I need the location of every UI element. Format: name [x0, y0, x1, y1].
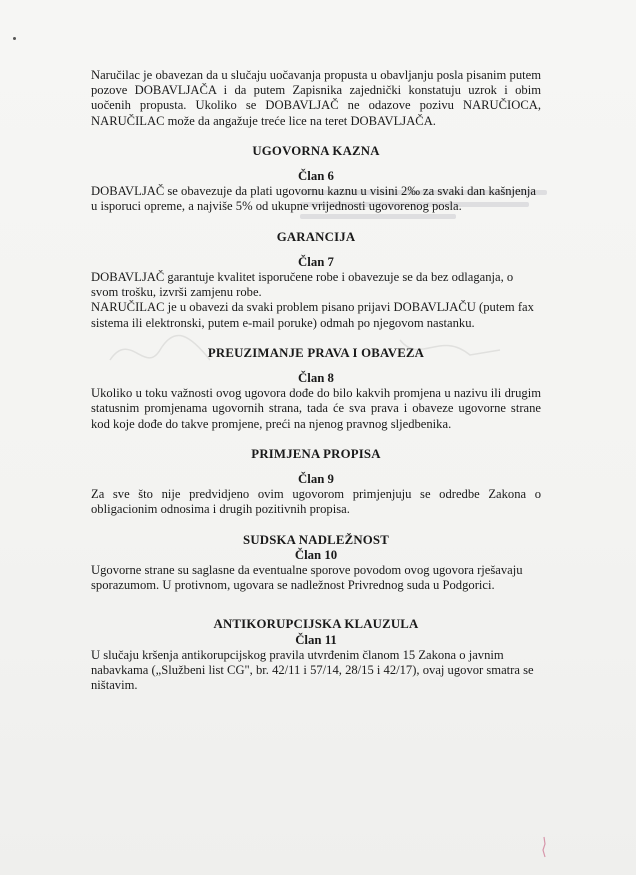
heading-primjena-propisa: PRIMJENA PROPISA	[251, 446, 381, 461]
article-6-title: Član 6	[298, 169, 334, 184]
intro-paragraph: Naručilac je obavezan da u slučaju uočavanja propusta u obavljanju posla pisanim putem pozove DOBAVLJAČA i da putem Zapisnika zajednički konstatuju uzrok i obim uočenih propusta. Ukoliko se DOBAVLJAČ ne odazove pozivu NARUČIOCA, NARUČILAC može da angažuje treće lice na teret DOBAVLJAČA.	[91, 68, 541, 128]
heading-antikorupcijska-klauzula: ANTIKORUPCIJSKA KLAUZULA	[213, 617, 419, 632]
article-7-title: Član 7	[298, 254, 334, 269]
red-ink-mark	[540, 836, 548, 858]
article-11-paragraph: U slučaju kršenja antikorupcijskog pravila utvrđenim članom 15 Zakona o javnim nabavkama („Službeni list CG", br. 42/11 i 57/14, 28/15 i 42/17), ovaj ugovor smatra se ništavim.	[91, 647, 534, 693]
article-10-title: Član 10	[294, 547, 338, 562]
article-11-title: Član 11	[295, 632, 337, 647]
article-8-paragraph: Ukoliko u toku važnosti ovog ugovora dođe do bilo kakvih promjena u nazivu ili drugim statusnim promjenama ugovornih strana, tada će sva prava i obaveze ugovorne strane kod koje dođe do takve promjene, preći na njenog pravnog sljedbenika.	[91, 386, 541, 431]
article-7-paragraph-2: NARUČILAC je u obavezi da svaki problem pisano prijavi DOBAVLJAČU (putem fax sistema ili elektronski, putem e-mail poruke) odmah po njegovom nastanku.	[91, 300, 534, 330]
article-9-title: Član 9	[298, 472, 334, 487]
heading-garancija: GARANCIJA	[276, 229, 356, 244]
scan-speck	[13, 37, 16, 40]
article-7-paragraph-1: DOBAVLJAČ garantuje kvalitet isporučene robe i obavezuje se da bez odlaganja, o svom trošku, izvrši zamjenu robe.	[91, 270, 514, 300]
article-10-paragraph: Ugovorne strane su saglasne da eventualne sporove povodom ovog ugovora rješavaju sporazumom. U protivnom, ugovara se nadležnost Privrednog suda u Podgorici.	[91, 563, 523, 593]
heading-sudska-nadleznost: SUDSKA NADLEŽNOST	[243, 532, 389, 547]
article-8-title: Član 8	[298, 371, 334, 386]
article-9-paragraph: Za sve što nije predvidjeno ovim ugovorom primjenjuju se odredbe Zakona o obligacionim odnosima i drugih pozitivnih propisa.	[91, 487, 541, 517]
heading-ugovorna-kazna: UGOVORNA KAZNA	[252, 143, 380, 158]
heading-preuzimanje-prava: PREUZIMANJE PRAVA I OBAVEZA	[207, 345, 425, 360]
document-body	[91, 68, 541, 694]
article-6-paragraph: DOBAVLJAČ se obavezuje da plati ugovornu kaznu u visini 2‰ za svaki dan kašnjenja u isporuci opreme, a najviše 5% od ukupne vrijednosti ugovorenog posla.	[91, 184, 537, 214]
